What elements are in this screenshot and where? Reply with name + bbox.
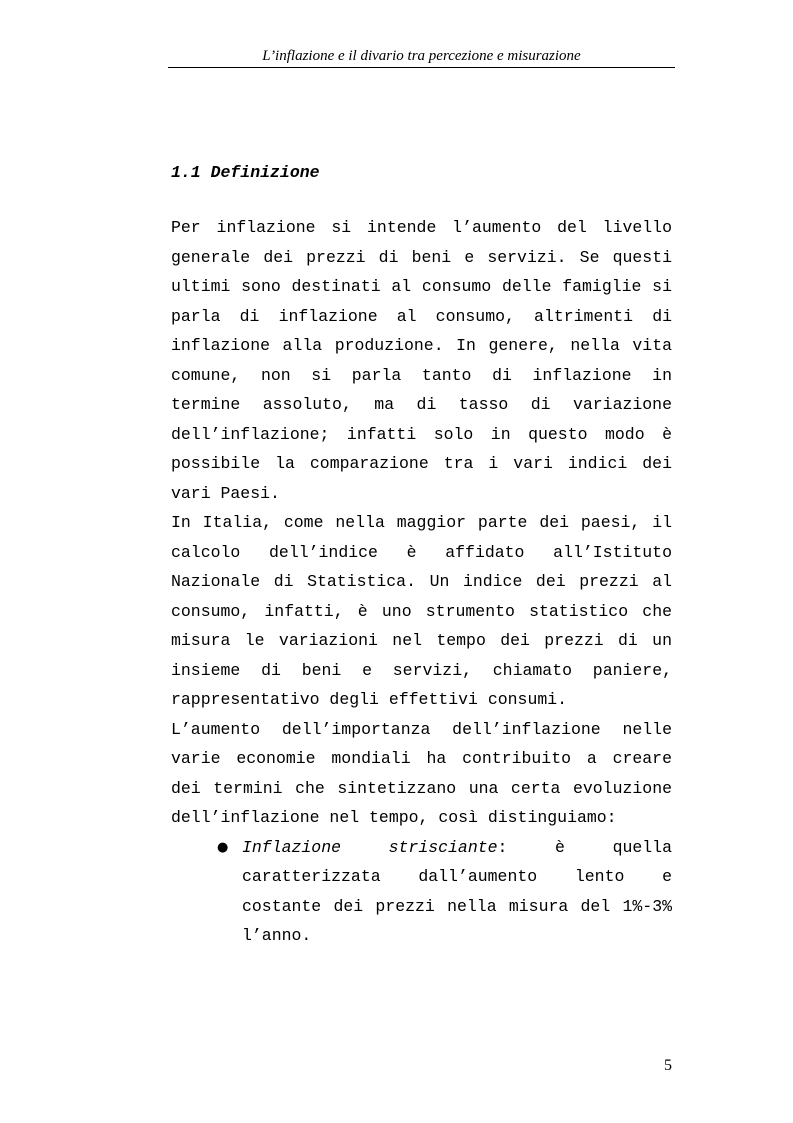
bullet-list bbox=[171, 833, 672, 951]
paragraph-istat: In Italia, come nella maggior parte dei paesi, il calcolo dell’indice è affidato all’Istituto Nazionale di Statistica. Un indice dei prezzi al consumo, infatti, è uno strumento statistico che misura le variazioni nel tempo dei prezzi di un insieme di beni e servizi, chiamato paniere, rappresentativo degli effettivi consumi. bbox=[171, 513, 672, 709]
body-text bbox=[171, 213, 672, 951]
bullet-icon: ● bbox=[217, 839, 229, 855]
header-rule bbox=[168, 67, 675, 68]
bullet-term: Inflazione strisciante bbox=[242, 837, 498, 857]
list-item bbox=[217, 833, 672, 951]
section-title: 1.1 Definizione bbox=[171, 163, 320, 182]
page-number: 5 bbox=[664, 1057, 672, 1074]
bullet-text: : è quella caratterizzata dall’aumento lento e costante dei prezzi nella misura del 1%-3% l’anno. bbox=[242, 837, 672, 945]
paragraph-terms: L’aumento dell’importanza dell’inflazione nelle varie economie mondiali ha contribuito a creare dei termini che sintetizzano una certa evoluzione dell’inflazione nel tempo, così distinguiamo: bbox=[171, 719, 672, 827]
running-header: L’inflazione e il divario tra percezione e misurazione bbox=[262, 48, 581, 64]
paragraph-definition: Per inflazione si intende l’aumento del livello generale dei prezzi di beni e servizi. Se questi ultimi sono destinati al consumo delle famiglie si parla di inflazione al consumo, altrimenti di inflazione alla produzione. In genere, nella vita comune, non si parla tanto di inflazione in termine assoluto, ma di tasso di variazione dell’inflazione; infatti solo in questo modo è possibile la comparazione tra i vari indici dei vari Paesi. bbox=[171, 218, 672, 503]
